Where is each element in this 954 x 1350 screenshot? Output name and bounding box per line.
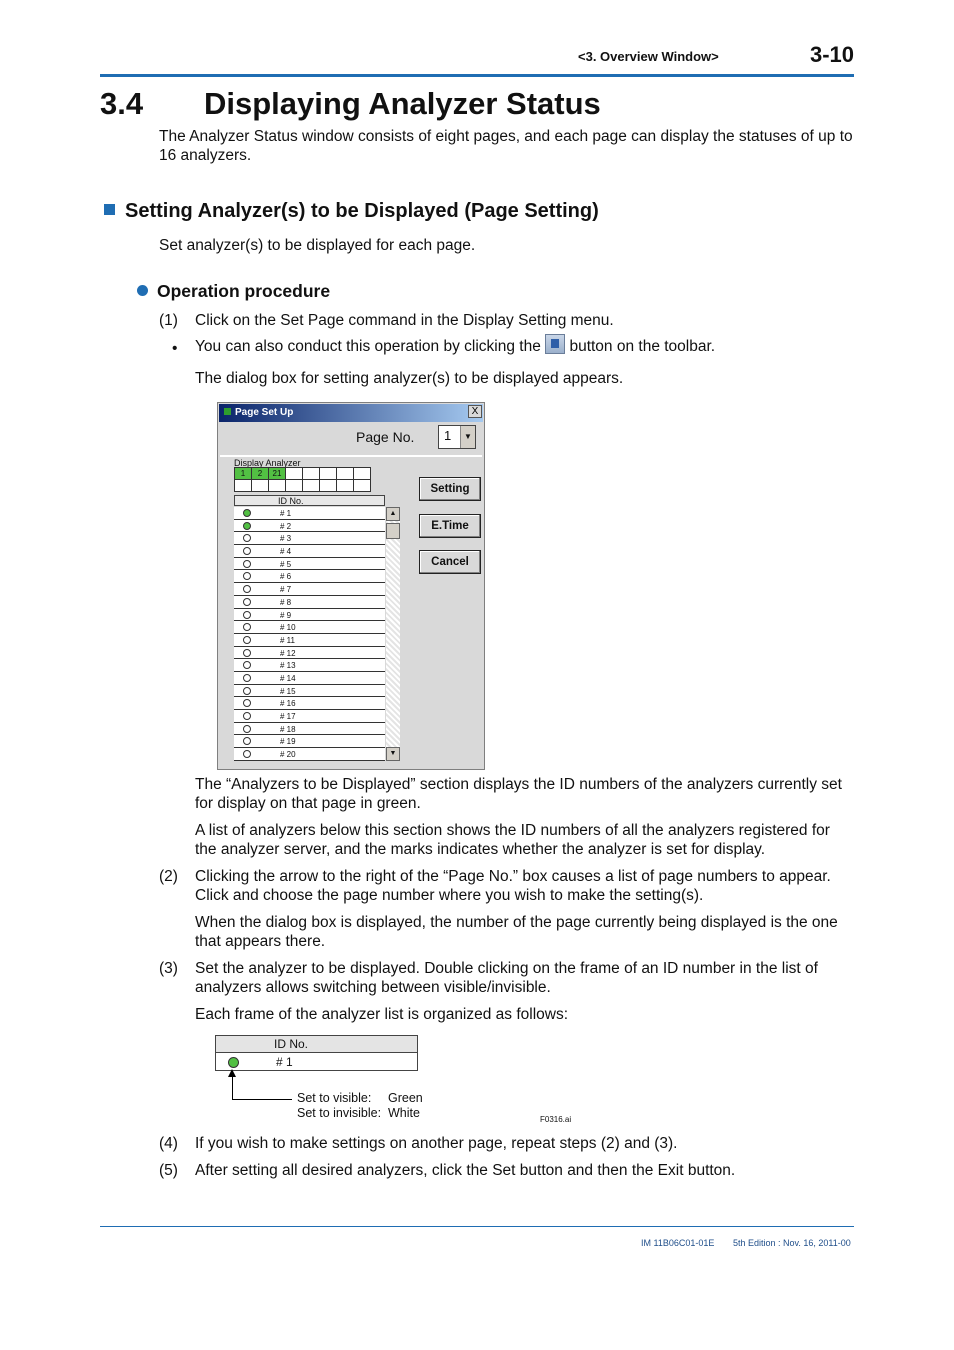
- analyzer-id-list[interactable]: [234, 507, 385, 761]
- list-scrollbar[interactable]: [386, 507, 400, 761]
- callout-line: [232, 1071, 233, 1099]
- procedure-heading: [137, 281, 330, 302]
- list-item[interactable]: [234, 558, 385, 571]
- footer-rule: [100, 1226, 854, 1227]
- intro-paragraph: The Analyzer Status window consists of eight pages, and each page can display the statuses of up to 16 analyzers.: [159, 128, 853, 164]
- display-analyzer-grid: [234, 467, 371, 492]
- step-3-text: Set the analyzer to be displayed. Double clicking on the frame of an ID number in the list of analyzers allows switching between visible/invisible.: [195, 960, 818, 996]
- bullet-text-after: button on the toolbar.: [569, 338, 716, 355]
- step-5-number: (5): [159, 1162, 178, 1179]
- set-page-toolbar-icon: [545, 334, 565, 354]
- invisible-mark-icon: [243, 750, 251, 758]
- display-analyzer-cell: [354, 468, 371, 480]
- square-bullet-icon: [104, 204, 115, 215]
- display-analyzer-cell: [354, 480, 371, 492]
- list-item-id: # 14: [280, 673, 296, 683]
- step-2-number: (2): [159, 868, 178, 885]
- etime-button[interactable]: E.Time: [419, 514, 481, 538]
- close-button[interactable]: X: [468, 405, 482, 418]
- list-item[interactable]: [234, 570, 385, 583]
- list-item[interactable]: [234, 545, 385, 558]
- header-rule: [100, 74, 854, 77]
- chevron-down-icon[interactable]: ▼: [460, 426, 475, 448]
- list-item[interactable]: [234, 634, 385, 647]
- display-analyzer-cell: 1: [235, 468, 252, 480]
- list-item-id: # 18: [280, 724, 296, 734]
- para-frame-organized: Each frame of the analyzer list is organized as follows:: [195, 1006, 569, 1023]
- para-displayed-section: The “Analyzers to be Displayed” section displays the ID numbers of the analyzers currently set for display on that page in green.: [195, 776, 842, 812]
- footer-edition: 5th Edition : Nov. 16, 2011-00: [733, 1238, 851, 1248]
- visible-value: Green: [388, 1091, 423, 1105]
- display-analyzer-label: Display Analyzer: [234, 458, 301, 468]
- dialog-title: Page Set Up: [235, 407, 294, 418]
- setting-button[interactable]: Setting: [419, 477, 481, 501]
- display-analyzer-cell: [286, 468, 303, 480]
- list-item-id: # 11: [280, 635, 295, 645]
- section-heading: [104, 200, 599, 223]
- para-current-page: When the dialog box is displayed, the number of the page currently being displayed is the one that appears there.: [195, 914, 838, 950]
- page-title: [100, 86, 601, 122]
- page-no-select[interactable]: [438, 425, 476, 449]
- page-no-value: 1: [444, 428, 452, 443]
- step-1-number: (1): [159, 312, 178, 329]
- invisible-mark-icon: [243, 712, 251, 720]
- bullet-text-before: You can also conduct this operation by clicking the: [195, 338, 541, 355]
- section-text: Set analyzer(s) to be displayed for each page.: [159, 237, 476, 254]
- list-item-id: # 20: [280, 750, 296, 760]
- list-item-id: # 3: [280, 534, 292, 544]
- visible-label: Set to visible:: [297, 1091, 372, 1105]
- list-item-id: # 7: [280, 585, 292, 595]
- app-icon: [224, 408, 231, 415]
- display-analyzer-cell: [303, 480, 320, 492]
- display-analyzer-cell: 21: [269, 468, 286, 480]
- list-item-id: # 4: [280, 547, 292, 557]
- step-3-number: (3): [159, 960, 178, 977]
- bullet-mark: •: [172, 340, 178, 357]
- invisible-mark-icon: [243, 649, 251, 657]
- invisible-mark-icon: [243, 725, 251, 733]
- page-number: 3-10: [810, 42, 855, 67]
- list-item[interactable]: [234, 532, 385, 545]
- list-item[interactable]: [234, 748, 385, 761]
- invisible-mark-icon: [243, 611, 251, 619]
- list-item-id: # 1: [280, 509, 292, 518]
- display-analyzer-cell: [269, 480, 286, 492]
- step-4-text: If you wish to make settings on another page, repeat steps (2) and (3).: [195, 1135, 678, 1152]
- list-item[interactable]: [234, 697, 385, 710]
- list-item[interactable]: [234, 659, 385, 672]
- list-item-id: # 13: [280, 661, 296, 671]
- running-header: <3. Overview Window>: [578, 49, 719, 64]
- display-analyzer-cell: [252, 480, 269, 492]
- footer-doc-id: IM 11B06C01-01E: [641, 1238, 715, 1248]
- step-5-text: After setting all desired analyzers, click the Set button and then the Exit button.: [195, 1162, 736, 1179]
- list-item[interactable]: [234, 609, 385, 622]
- title-text: Displaying Analyzer Status: [204, 86, 601, 121]
- callout-line-horizontal: [232, 1099, 292, 1100]
- dialog-appears-text: The dialog box for setting analyzer(s) to be displayed appears.: [195, 370, 624, 387]
- id-list-header: ID No.: [234, 495, 385, 506]
- scroll-thumb[interactable]: [386, 523, 400, 539]
- step-1-text: Click on the Set Page command in the Display Setting menu.: [195, 312, 614, 329]
- display-analyzer-cell: [320, 468, 337, 480]
- list-item[interactable]: [234, 685, 385, 698]
- invisible-mark-icon: [243, 585, 251, 593]
- list-item[interactable]: [234, 672, 385, 685]
- display-analyzer-cell: [286, 480, 303, 492]
- invisible-mark-icon: [243, 598, 251, 606]
- invisible-mark-icon: [243, 737, 251, 745]
- invisible-mark-icon: [243, 534, 251, 542]
- display-analyzer-cell: [320, 480, 337, 492]
- step-2-text: Clicking the arrow to the right of the “Page No.” box causes a list of page numbers to appear. Click and choose the page number where you wish to make the setting(s).: [195, 868, 831, 904]
- invisible-mark-icon: [243, 572, 251, 580]
- list-item[interactable]: [234, 507, 385, 520]
- scroll-down-icon[interactable]: ▼: [386, 747, 400, 761]
- display-analyzer-cell: [337, 480, 354, 492]
- list-item[interactable]: [234, 735, 385, 748]
- list-item-id: # 6: [280, 572, 292, 582]
- list-item[interactable]: [234, 723, 385, 736]
- title-number: 3.4: [100, 86, 144, 121]
- list-item-id: # 19: [280, 737, 296, 747]
- invisible-mark-icon: [243, 547, 251, 555]
- frame-id: # 1: [276, 1055, 293, 1069]
- round-bullet-icon: [137, 285, 148, 296]
- frame-example: [215, 1035, 418, 1071]
- invisible-mark-icon: [243, 623, 251, 631]
- frame-header: ID No.: [216, 1036, 417, 1053]
- invisible-mark-icon: [243, 560, 251, 568]
- invisible-mark-icon: [243, 687, 251, 695]
- para-analyzer-list: A list of analyzers below this section shows the ID numbers of all the analyzers registered for the analyzer server, and the marks indicates whether the analyzer is set for display.: [195, 822, 830, 858]
- list-item-id: # 10: [280, 623, 296, 633]
- list-item-id: # 2: [280, 521, 292, 531]
- visible-mark-icon: [228, 1057, 239, 1068]
- page-setup-dialog: [217, 402, 485, 770]
- list-item-id: # 17: [280, 712, 296, 721]
- list-item[interactable]: [234, 583, 385, 596]
- list-item[interactable]: [234, 621, 385, 634]
- list-item[interactable]: [234, 647, 385, 660]
- display-analyzer-cell: [303, 468, 320, 480]
- cancel-button[interactable]: Cancel: [419, 550, 481, 574]
- list-item[interactable]: [234, 520, 385, 533]
- list-item-id: # 8: [280, 597, 292, 607]
- step-4-number: (4): [159, 1135, 178, 1152]
- scroll-up-icon[interactable]: ▲: [386, 507, 400, 521]
- list-item-id: # 9: [280, 610, 292, 620]
- list-item[interactable]: [234, 710, 385, 723]
- list-item-id: # 15: [280, 686, 296, 696]
- visible-mark-icon: [243, 522, 251, 530]
- list-item[interactable]: [234, 596, 385, 609]
- procedure-heading-text: Operation procedure: [157, 281, 331, 301]
- invisible-mark-icon: [243, 699, 251, 707]
- display-analyzer-cell: [235, 480, 252, 492]
- invisible-mark-icon: [243, 661, 251, 669]
- page-no-label: Page No.: [356, 429, 415, 445]
- list-item-id: # 16: [280, 699, 296, 709]
- toolbar-bullet: [195, 334, 715, 360]
- section-heading-text: Setting Analyzer(s) to be Displayed (Page Setting): [125, 200, 599, 222]
- dialog-titlebar: [219, 404, 483, 422]
- invisible-label: Set to invisible:: [297, 1106, 382, 1120]
- invisible-mark-icon: [243, 636, 251, 644]
- list-item-id: # 12: [280, 648, 296, 658]
- visible-mark-icon: [243, 509, 251, 517]
- list-item-id: # 5: [280, 559, 292, 569]
- display-analyzer-cell: 2: [252, 468, 269, 480]
- figure-file-id: F0316.ai: [540, 1115, 572, 1124]
- display-analyzer-cell: [337, 468, 354, 480]
- invisible-value: White: [388, 1106, 420, 1120]
- invisible-mark-icon: [243, 674, 251, 682]
